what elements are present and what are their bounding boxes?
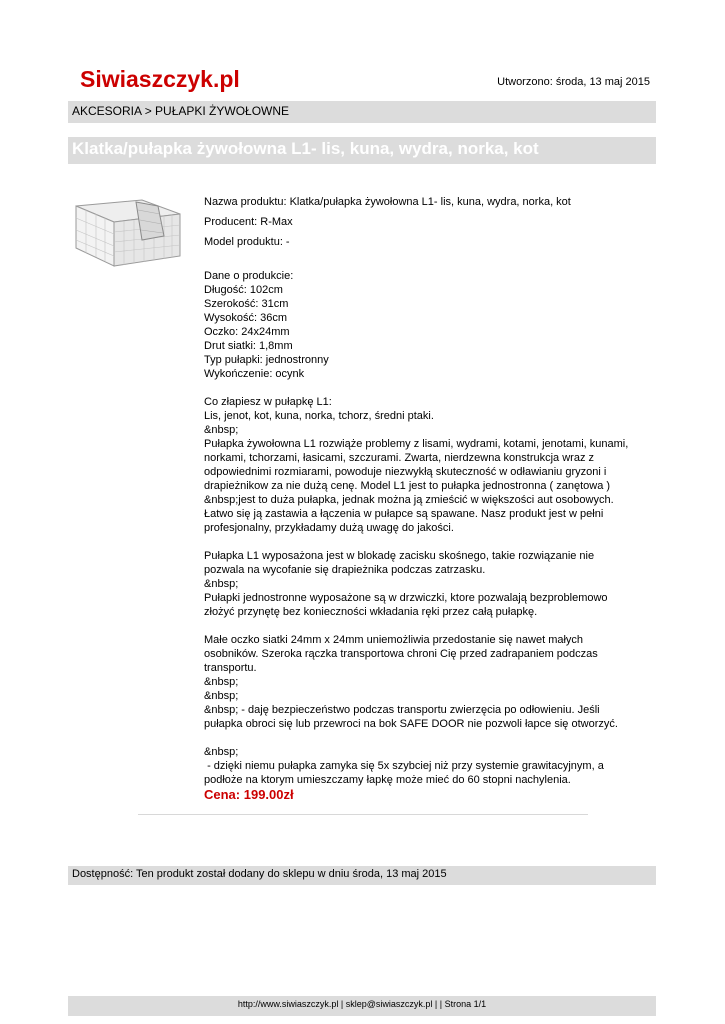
producer-line: Producent: R-Max — [204, 216, 293, 228]
price: Cena: 199.00zł — [204, 787, 294, 802]
description-line: Typ pułapki: jednostronny — [204, 354, 329, 366]
product-title: Klatka/pułapka żywołowna L1- lis, kuna, wydra, norka, kot — [68, 137, 656, 164]
product-image — [72, 196, 182, 268]
description-line — [204, 619, 644, 633]
description-line: Co złapiesz w pułapkę L1: — [204, 396, 332, 408]
description-line — [204, 535, 644, 549]
description-line: Pułapka L1 wyposażona jest w blokadę zacisku skośnego, takie rozwiązanie nie — [204, 550, 595, 562]
product-details — [204, 195, 644, 802]
description-line: Wykończenie: ocynk — [204, 368, 305, 380]
description-line: &nbsp; — [204, 578, 239, 590]
description-line: Wysokość: 36cm — [204, 312, 288, 324]
divider — [138, 814, 588, 815]
description-line: Małe oczko siatki 24mm x 24mm uniemożliwia przedostanie się nawet małych — [204, 634, 584, 646]
page-footer: http://www.siwiaszczyk.pl | sklep@siwiaszczyk.pl | | Strona 1/1 — [68, 996, 656, 1016]
description-line: norkami, tchorzami, łasicami, szczurami. Zwarta, nierdzewna konstrukcja wraz z — [204, 452, 595, 464]
description-line: Długość: 102cm — [204, 284, 283, 296]
description-line — [204, 381, 644, 395]
description-line — [204, 731, 644, 745]
cage-trap-image — [72, 196, 182, 268]
description-line: &nbsp; - daję bezpieczeństwo podczas transportu zwierzęcia po odłowieniu. Jeśli — [204, 704, 600, 716]
description-line: Dane o produkcie: — [204, 270, 294, 282]
description-line: &nbsp;jest to duża pułapka, jednak można ją zmieścić w większości aut osobowych. — [204, 494, 614, 506]
model-line: Model produktu: - — [204, 236, 290, 248]
description-line: drapieżnikow za nie dużą cenę. Model L1 jest to pułapka jednostronna ( zanętowa ) — [204, 480, 611, 492]
availability-bar: Dostępność: Ten produkt został dodany do sklepu w dniu środa, 13 maj 2015 — [68, 866, 656, 885]
description-line: osobników. Szeroka rączka transportowa chroni Cię przed zadrapaniem podczas — [204, 648, 598, 660]
description-line: &nbsp; — [204, 424, 239, 436]
description-line: podłoże na ktorym umieszczamy łapkę może mieć do 60 stopni nachylenia. — [204, 774, 571, 786]
description-line: odpowiednimi rozmiarami, powoduje niezwykłą skuteczność w odławianiu gryzoni i — [204, 466, 607, 478]
description-line: Pułapki jednostronne wyposażone są w drzwiczki, ktore pozwalają bezproblemowo — [204, 592, 608, 604]
description-line: złożyć przynętę bez konieczności wkładania ręki przez całą pułapkę. — [204, 606, 538, 618]
breadcrumb: AKCESORIA > PUŁAPKI ŻYWOŁOWNE — [68, 101, 656, 123]
description-line: pułapka obroci się lub przewroci na bok SAFE DOOR nie pozwoli łapce się otworzyć. — [204, 718, 618, 730]
description-line: Drut siatki: 1,8mm — [204, 340, 293, 352]
description-line: &nbsp; — [204, 690, 239, 702]
description-line — [204, 255, 644, 269]
site-title: Siwiaszczyk.pl — [80, 66, 240, 92]
description-line: &nbsp; — [204, 746, 239, 758]
description-line: Pułapka żywołowna L1 rozwiąże problemy z lisami, wydrami, kotami, jenotami, kunami, — [204, 438, 629, 450]
product-name-line: Nazwa produktu: Klatka/pułapka żywołowna L1- lis, kuna, wydra, norka, kot — [204, 196, 571, 208]
description-line: Oczko: 24x24mm — [204, 326, 290, 338]
product-description — [204, 255, 644, 787]
description-line: transportu. — [204, 662, 257, 674]
description-line: &nbsp; — [204, 676, 239, 688]
created-date: Utworzono: środa, 13 maj 2015 — [497, 76, 650, 88]
description-line: pozwala na wycofanie się drapieżnika podczas zatrzasku. — [204, 564, 486, 576]
description-line: - dzięki niemu pułapka zamyka się 5x szybciej niż przy systemie grawitacyjnym, a — [204, 760, 604, 772]
description-line: Szerokość: 31cm — [204, 298, 289, 310]
description-line: Lis, jenot, kot, kuna, norka, tchorz, średni ptaki. — [204, 410, 434, 422]
description-line: profesjonalny, przykładamy dużą uwagę do jakości. — [204, 522, 454, 534]
description-line: Łatwo się ją zastawia a łączenia w pułapce są spawane. Nasz produkt jest w pełni — [204, 508, 604, 520]
